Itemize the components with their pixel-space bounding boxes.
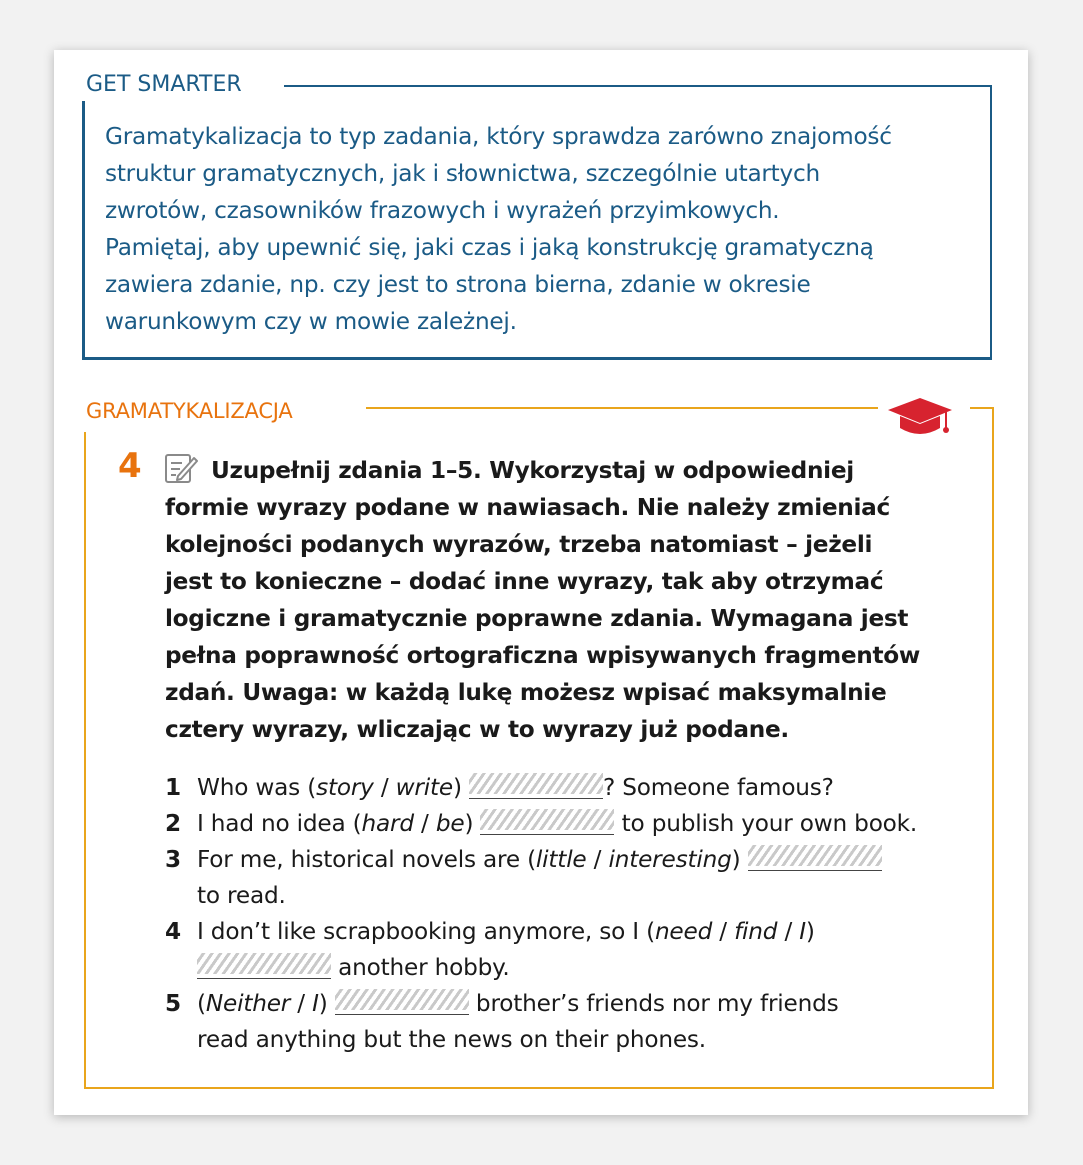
keyword: I <box>312 990 319 1017</box>
get-smarter-text <box>105 118 985 340</box>
text-line: warunkowym czy w mowie zależnej. <box>105 308 517 335</box>
text-line: Gramatykalizacja to typ zadania, który sprawdza zarówno znajomość <box>105 123 892 150</box>
answer-gap[interactable] <box>748 845 882 871</box>
list-item <box>165 914 985 950</box>
separator: / <box>586 846 609 873</box>
section-title: GRAMATYKALIZACJA <box>86 399 293 423</box>
keyword: need <box>654 918 713 945</box>
item-text: another hobby. <box>331 954 510 981</box>
keyword: find <box>734 918 778 945</box>
keyword: I <box>799 918 806 945</box>
instruction-line: cztery wyrazy, wliczając w to wyrazy już podane. <box>165 716 789 743</box>
text-line: Pamiętaj, aby upewnić się, jaki czas i jaką konstrukcję gramatyczną <box>105 234 874 261</box>
item-text: For me, historical novels are ( <box>197 846 536 873</box>
text-line: struktur gramatycznych, jak i słownictwa, szczególnie utartych <box>105 160 820 187</box>
separator: / <box>712 918 735 945</box>
divider <box>970 407 994 409</box>
list-item-continuation: to read. <box>197 882 286 909</box>
keyword: story <box>316 774 374 801</box>
list-item <box>165 842 985 878</box>
divider <box>84 432 86 1089</box>
item-text: ) <box>464 810 474 837</box>
item-text: ? Someone famous? <box>603 774 834 801</box>
item-number: 4 <box>165 918 181 945</box>
instruction-line: jest to konieczne – dodać inne wyrazy, tak aby otrzymać <box>165 568 884 595</box>
list-item-continuation <box>165 950 985 986</box>
item-text: to publish your own book. <box>614 810 918 837</box>
answer-gap[interactable] <box>197 953 331 979</box>
divider <box>992 407 994 1089</box>
item-text: Who was ( <box>197 774 317 801</box>
instruction-line: zdań. Uwaga: w każdą lukę możesz wpisać maksymalnie <box>165 679 887 706</box>
item-text: ) <box>452 774 462 801</box>
keyword: hard <box>361 810 414 837</box>
instruction-line: kolejności podanych wyrazów, trzeba natomiast – jeżeli <box>165 531 873 558</box>
item-number: 1 <box>165 774 181 801</box>
list-item <box>165 770 985 806</box>
instruction-line: pełna poprawność ortograficzna wpisywanych fragmentów <box>165 642 921 669</box>
keyword: write <box>395 774 453 801</box>
list-item-continuation: read anything but the news on their phones. <box>197 1026 706 1053</box>
graduation-cap-icon <box>886 396 956 440</box>
divider <box>82 101 85 359</box>
item-text: I had no idea ( <box>197 810 362 837</box>
item-text: ) <box>731 846 741 873</box>
item-number: 3 <box>165 846 181 873</box>
exercise-instructions <box>165 452 985 748</box>
text-line: zawiera zdanie, np. czy jest to strona bierna, zdanie w okresie <box>105 271 811 298</box>
item-number: 2 <box>165 810 181 837</box>
list-item <box>165 806 985 842</box>
divider <box>366 407 878 409</box>
separator: / <box>290 990 313 1017</box>
keyword: be <box>435 810 465 837</box>
item-text: I don’t like scrapbooking anymore, so I ( <box>197 918 655 945</box>
separator: / <box>777 918 800 945</box>
answer-gap[interactable] <box>480 809 614 835</box>
separator: / <box>413 810 436 837</box>
separator: / <box>373 774 396 801</box>
get-smarter-title: GET SMARTER <box>86 72 242 97</box>
list-item <box>165 986 985 1022</box>
divider <box>82 357 992 360</box>
keyword: interesting <box>608 846 732 873</box>
divider <box>84 1087 994 1089</box>
item-text: ( <box>197 990 206 1017</box>
instruction-line: formie wyrazy podane w nawiasach. Nie należy zmieniać <box>165 494 890 521</box>
text-line: zwrotów, czasowników frazowych i wyrażeń przyimkowych. <box>105 197 780 224</box>
item-text: brother’s friends nor my friends <box>468 990 839 1017</box>
instruction-line: logiczne i gramatycznie poprawne zdania. Wymagana jest <box>165 605 909 632</box>
instruction-line: Uzupełnij zdania 1–5. Wykorzystaj w odpowiedniej <box>211 457 854 484</box>
exercise-number: 4 <box>118 446 142 486</box>
divider <box>284 85 992 87</box>
exercise-items <box>165 770 985 1058</box>
keyword: Neither <box>205 990 291 1017</box>
item-text: ) <box>805 918 815 945</box>
answer-gap[interactable] <box>335 989 469 1015</box>
item-text: ) <box>318 990 328 1017</box>
answer-gap[interactable] <box>469 773 603 799</box>
keyword: little <box>535 846 587 873</box>
divider <box>990 85 992 359</box>
item-number: 5 <box>165 990 181 1017</box>
